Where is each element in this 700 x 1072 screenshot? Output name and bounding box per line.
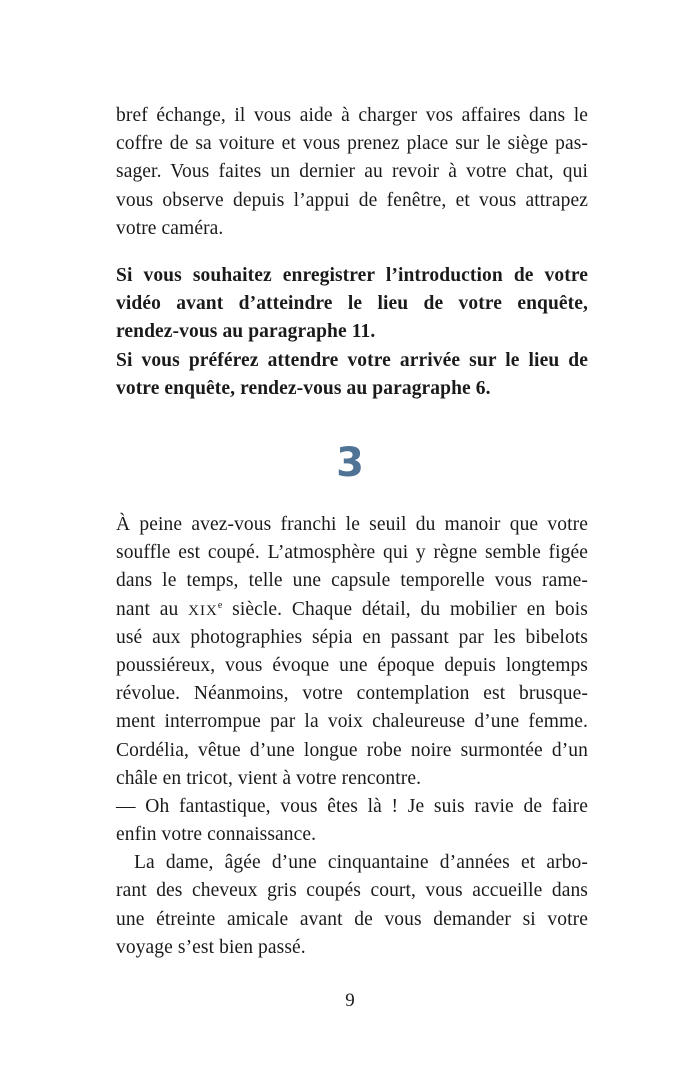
choice-line: Si vous souhaitez enregistrer l’introduction de votre bbox=[116, 265, 588, 286]
choice-line: Si vous préférez attendre votre arrivée sur le lieu de bbox=[116, 349, 588, 371]
text-line: usé aux photographies sépia en passant par les bibelots bbox=[116, 626, 588, 648]
text-line: À peine avez-vous franchi le seuil du manoir que votre bbox=[116, 514, 588, 535]
text-fragment: nant au bbox=[116, 598, 189, 620]
text-line: ment interrompue par la voix chaleureuse d’une femme. bbox=[116, 711, 588, 733]
text-line: châle en tricot, vient à votre rencontre. bbox=[116, 767, 422, 789]
text-line: rant des cheveux gris coupés court, vous accueille dans bbox=[116, 880, 588, 902]
century-numeral: XIX bbox=[188, 602, 218, 619]
text-line: vous observe depuis l’appui de fenêtre, et vous attrapez bbox=[116, 189, 588, 211]
text-line: bref échange, il vous aide à charger vos affaires dans le bbox=[116, 105, 588, 126]
text-line: votre caméra. bbox=[116, 217, 224, 239]
choice-line: votre enquête, rendez-vous au paragraphe 6. bbox=[116, 377, 491, 399]
dialogue-line: — Oh fantastique, vous êtes là ! Je suis ravie de faire bbox=[116, 795, 588, 817]
ordinal-superscript: e bbox=[217, 599, 223, 611]
choice-block bbox=[116, 262, 588, 403]
text-line: une étreinte amicale avant de vous demander si votre bbox=[116, 908, 588, 930]
text-line: sager. Vous faites un dernier au revoir à votre chat, qui bbox=[116, 161, 588, 183]
text-line: La dame, âgée d’une cinquantaine d’années et arbo- bbox=[134, 852, 588, 874]
paragraph-continuation bbox=[116, 102, 588, 243]
text-line: poussiéreux, vous évoque une époque depuis longtemps bbox=[116, 654, 588, 676]
text-line: souffle est coupé. L’atmosphère qui y règne semble figée bbox=[116, 542, 588, 564]
text-line: Cordélia, vêtue d’une longue robe noire surmontée d’un bbox=[116, 739, 588, 761]
text-line bbox=[116, 596, 588, 624]
text-line: révolue. Néanmoins, votre contemplation est brusque- bbox=[116, 683, 588, 705]
text-line: dans le temps, telle une capsule temporelle vous rame- bbox=[116, 570, 588, 592]
choice-line: vidéo avant d’atteindre le lieu de votre enquête, bbox=[116, 293, 588, 315]
paragraph-section-3 bbox=[116, 511, 588, 962]
chapter-number: 3 bbox=[336, 440, 364, 486]
text-fragment: siècle. Chaque détail, du mobilier en bois bbox=[222, 598, 588, 620]
page-number: 9 bbox=[345, 990, 355, 1011]
dialogue-line: enfin votre connaissance. bbox=[116, 824, 317, 846]
text-line: coffre de sa voiture et vous prenez place sur le siège pas- bbox=[116, 133, 588, 155]
text-line: voyage s’est bien passé. bbox=[116, 936, 306, 958]
choice-line: rendez-vous au paragraphe 11. bbox=[116, 321, 376, 343]
